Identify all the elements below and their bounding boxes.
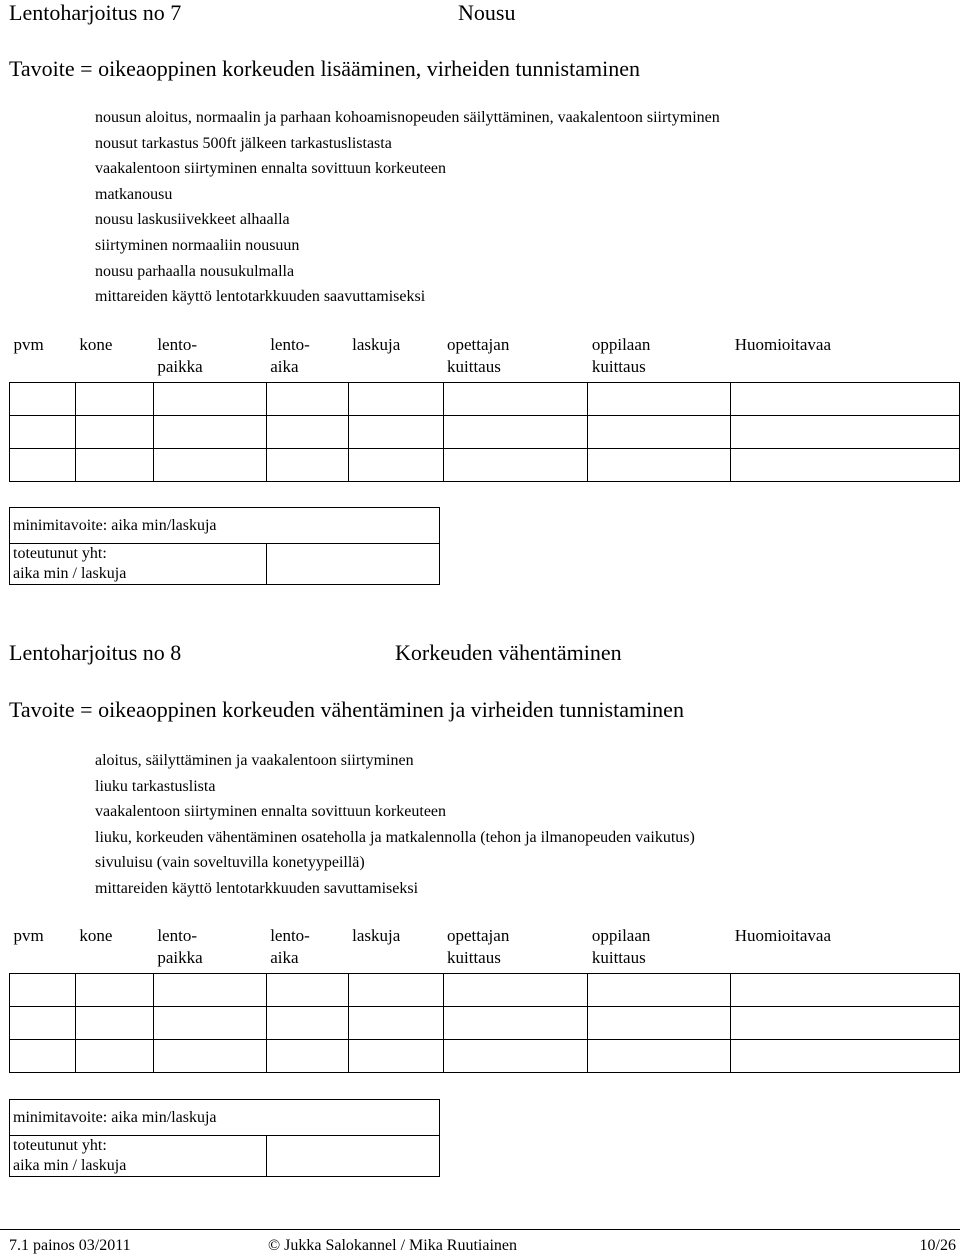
col-pvm: pvm [13, 926, 44, 945]
list-item: vaakalentoon siirtyminen ennalta sovittuun korkeuteen [95, 803, 447, 821]
list-item: aloitus, säilyttäminen ja vaakalentoon siirtyminen [95, 752, 414, 769]
col-lentoaika: lento- aika [270, 335, 310, 376]
minimum-target-label: minimitavoite: aika min/laskuja [10, 508, 440, 544]
table-row[interactable] [10, 973, 960, 1006]
col-kone: kone [79, 926, 113, 945]
col-lentopaikka: lento- paikka [157, 926, 203, 967]
col-laskuja: laskuja [352, 335, 401, 354]
col-oppilaan-kuittaus: oppilaan kuittaus [591, 335, 651, 376]
col-lentopaikka: lento- paikka [157, 335, 203, 376]
table-row[interactable] [10, 448, 960, 481]
col-oppilaan-kuittaus: oppilaan kuittaus [591, 926, 651, 967]
list-item: mittareiden käyttö lentotarkkuuden saavuttamiseksi [95, 288, 426, 306]
footer-copyright: © Jukka Salokannel / Mika Ruutiainen [268, 1237, 518, 1254]
exercise-8-goal: Tavoite = oikeaoppinen korkeuden vähentäminen ja virheiden tunnistaminen [9, 697, 684, 722]
list-item: liuku tarkastuslista [95, 777, 216, 795]
col-huomioitavaa: Huomioitavaa [734, 335, 831, 354]
exercise-8-items [95, 748, 695, 902]
exercise-8-title: Lentoharjoitus no 8 [9, 640, 182, 665]
list-item: nousu parhaalla nousukulmalla [95, 262, 295, 280]
col-laskuja: laskuja [352, 926, 401, 945]
list-item: nousun aloitus, normaalin ja parhaan kohoamisnopeuden säilyttäminen, vaakalentoon siirtyminen [95, 109, 720, 126]
exercise-7-log-table [9, 334, 960, 482]
list-item: nousu laskusiivekkeet alhaalla [95, 211, 290, 229]
list-item: matkanousu [95, 185, 173, 203]
exercise-8-topic: Korkeuden vähentäminen [395, 640, 622, 665]
footer-edition: 7.1 painos 03/2011 [9, 1237, 131, 1254]
exercise-8-log-table [9, 925, 960, 1073]
completed-total-label: toteutunut yht: aika min / laskuja [10, 1136, 267, 1177]
table-row[interactable] [10, 415, 960, 448]
footer-page-number: 10/26 [919, 1237, 956, 1254]
col-opettajan-kuittaus: opettajan kuittaus [447, 335, 510, 376]
exercise-7-topic: Nousu [458, 0, 516, 25]
footer-divider [0, 1229, 960, 1230]
col-opettajan-kuittaus: opettajan kuittaus [447, 926, 510, 967]
table-row[interactable] [10, 1006, 960, 1039]
list-item: siirtyminen normaaliin nousuun [95, 236, 300, 254]
col-huomioitavaa: Huomioitavaa [734, 926, 831, 945]
exercise-7-items [95, 105, 720, 310]
col-lentoaika: lento- aika [270, 926, 310, 967]
exercise-7-goal: Tavoite = oikeaoppinen korkeuden lisääminen, virheiden tunnistaminen [9, 56, 640, 81]
col-pvm: pvm [13, 335, 44, 354]
completed-total-value[interactable] [267, 544, 440, 585]
exercise-7-summary-table [9, 507, 440, 585]
exercise-7-title: Lentoharjoitus no 7 [9, 0, 182, 25]
table-header-row [10, 925, 960, 973]
list-item: nousut tarkastus 500ft jälkeen tarkastuslistasta [95, 134, 392, 152]
list-item: sivuluisu (vain soveltuvilla konetyypeillä) [95, 854, 365, 872]
list-item: vaakalentoon siirtyminen ennalta sovittuun korkeuteen [95, 160, 447, 178]
minimum-target-label: minimitavoite: aika min/laskuja [10, 1100, 440, 1136]
exercise-8-summary-table [9, 1099, 440, 1177]
table-row[interactable] [10, 382, 960, 415]
table-header-row [10, 334, 960, 382]
completed-total-label: toteutunut yht: aika min / laskuja [10, 544, 267, 585]
list-item: mittareiden käyttö lentotarkkuuden savuttamiseksi [95, 879, 419, 897]
col-kone: kone [79, 335, 113, 354]
table-row[interactable] [10, 1039, 960, 1072]
completed-total-value[interactable] [267, 1136, 440, 1177]
list-item: liuku, korkeuden vähentäminen osateholla ja matkalennolla (tehon ja ilmanopeuden vaikutus) [95, 828, 695, 846]
